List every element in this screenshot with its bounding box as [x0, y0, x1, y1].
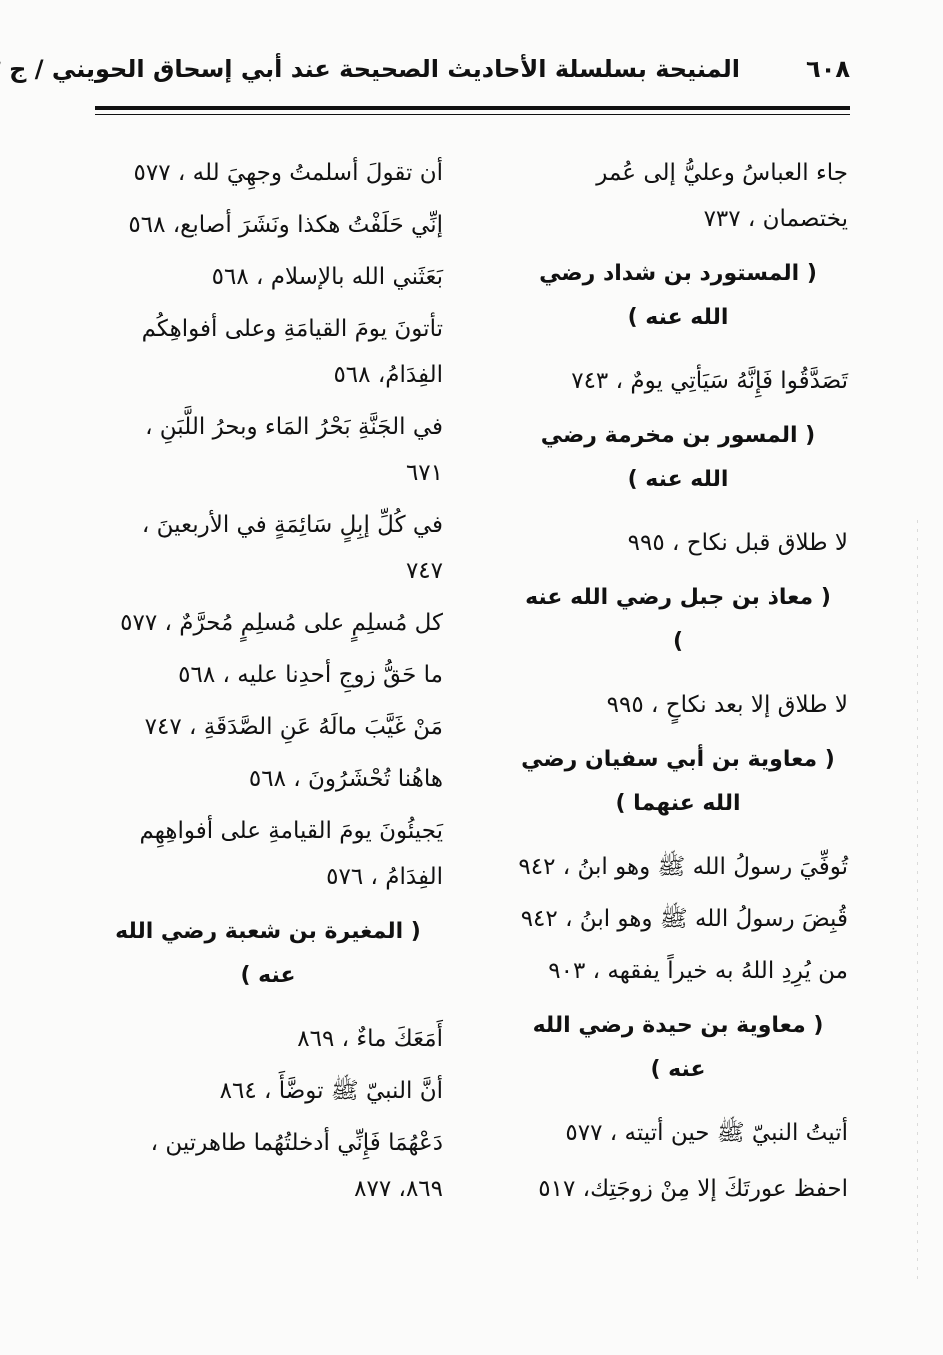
companion-heading: ( معاذ بن جبل رضي الله عنه )	[525, 585, 831, 654]
index-entry: في الجَنَّةِ بَحْرُ المَاء وبحرُ اللَّبَنِ ، ٦٧١	[145, 414, 443, 486]
index-entry: تُوفِّيَ رسولُ الله ﷺ وهو ابنُ ، ٩٤٢	[518, 854, 848, 880]
index-entry: تَصَدَّقُوا فَإِنَّهُ سَيَأتِي يومٌ ، ٧٤٣	[571, 368, 848, 394]
index-entry: تأتونَ يومَ القيامَةِ وعلى أفواهِكُم الفِدَامُ، ٥٦٨	[141, 316, 443, 388]
index-entry: أن تقولَ أسلمتُ وجهِيَ لله ، ٥٧٧	[133, 160, 443, 186]
index-entry: مَنْ غَيَّبَ مالَهُ عَنِ الصَّدَقَةِ ، ٧٤٧	[144, 714, 443, 740]
index-entry: في كُلِّ إبِلٍ سَائِمَةٍ في الأربعينَ ، ٧٤٧	[141, 512, 443, 584]
index-entry: أنَّ النبيّ ﷺ توضَّأَ ، ٨٦٤	[219, 1078, 443, 1104]
index-entry: لا طلاق قبل نكاح ، ٩٩٥	[627, 530, 848, 556]
index-entry: يَجيئُونَ يومَ القيامةِ على أفواهِهِم الفِدَامُ ، ٥٧٦	[139, 818, 443, 890]
running-title: المنيحة بسلسلة الأحاديث الصحيحة عند أبي إسحاق الحويني / ج	[9, 55, 740, 83]
index-entry: إنِّي حَلَفْتُ هكذا ونَشَرَ أصابع، ٥٦٨	[128, 212, 443, 238]
scan-margin-mark	[917, 520, 918, 1280]
companion-heading: ( المغيرة بن شعبة رضي الله عنه )	[115, 919, 421, 988]
index-entry: أتيتُ النبيّ ﷺ حين أتيته ، ٥٧٧	[565, 1120, 848, 1146]
index-entry: أَمَعَكَ ماءٌ ، ٨٦٩	[297, 1026, 443, 1052]
right-column	[518, 150, 848, 1222]
companion-heading: ( المسور بن مخرمة رضي الله عنه )	[540, 423, 816, 492]
companion-heading: ( معاوية بن حيدة رضي الله عنه )	[532, 1013, 824, 1082]
companion-heading: ( معاوية بن أبي سفيان رضي الله عنهما )	[521, 747, 835, 816]
index-entry: جاء العباسُ وعليُّ إلى عُمر يختصمان ، ٧٣٧	[596, 160, 848, 232]
index-entry: بَعَثَني الله بالإسلام ، ٥٦٨	[211, 264, 443, 290]
header-rule-thick	[95, 106, 850, 110]
index-entry: لا طلاق إلا بعد نكاحٍ ، ٩٩٥	[606, 692, 848, 718]
index-entry: كل مُسلِمٍ على مُسلِمٍ مُحرَّمٌ ، ٥٧٧	[120, 610, 443, 636]
companion-heading: ( المستورد بن شداد رضي الله عنه )	[539, 261, 817, 330]
index-entry: دَعْهُمَا فَإِنِّي أدخلتُهُما طاهرتين ، ٨٦٩، ٨٧٧	[150, 1130, 443, 1202]
index-entry: احفظ عورتَكَ إلا مِنْ زوجَتِك، ٥١٧	[538, 1176, 848, 1202]
page-header	[9, 55, 850, 95]
header-rule-thin	[95, 114, 850, 115]
index-entry: قُبِضَ رسولُ الله ﷺ وهو ابنُ ، ٩٤٢	[520, 906, 848, 932]
index-entry: هاهُنا تُحْشَرُونَ ، ٥٦٨	[248, 766, 443, 792]
index-entry: من يُرِدِ اللهُ به خيراً يفقهه ، ٩٠٣	[548, 958, 848, 984]
left-column	[103, 150, 443, 1218]
index-entry: ما حَقُّ زوجِ أحدِنا عليه ، ٥٦٨	[178, 662, 443, 688]
page-number: ٦٠٨	[806, 55, 850, 83]
